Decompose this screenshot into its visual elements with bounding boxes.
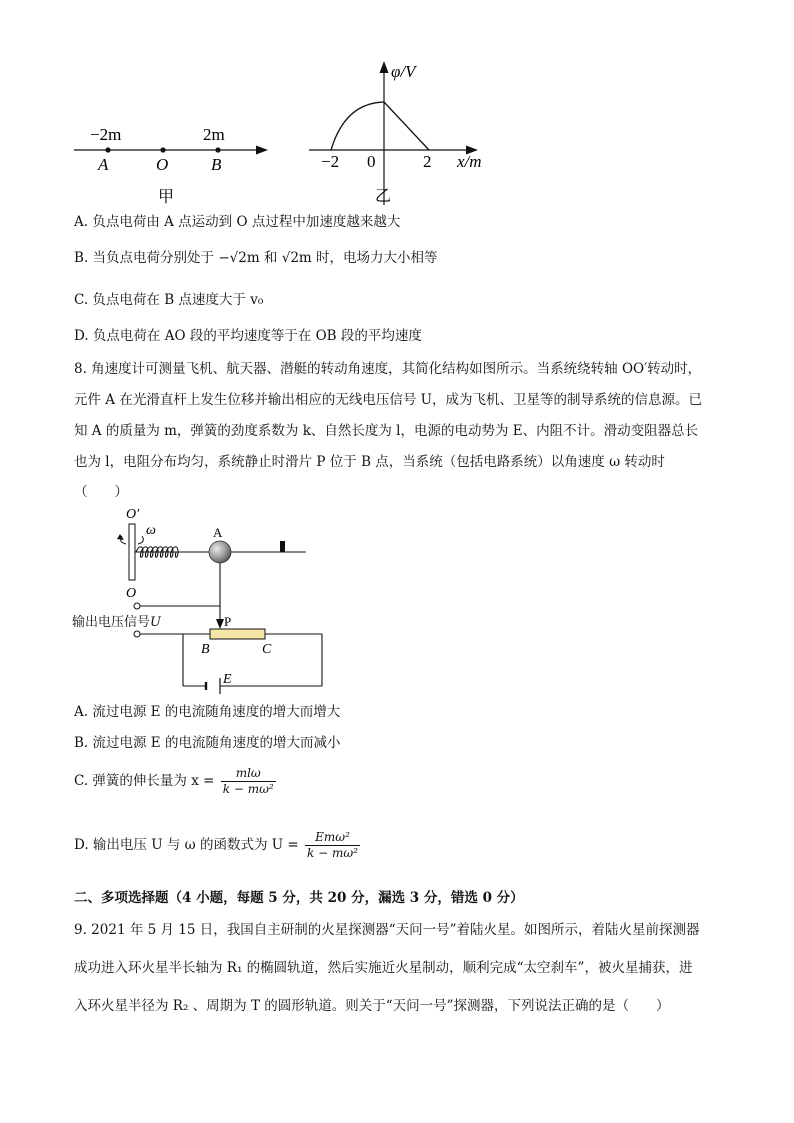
label-b: B — [201, 642, 210, 657]
figure-jia — [70, 120, 280, 210]
q8-line3: 知 A 的质量为 m，弹簧的劲度系数为 k、自然长度为 l，电源的电动势为 E、内阻不计。滑动变阻器总长 — [74, 423, 699, 439]
section-2-heading: 二、多项选择题（4 小题，每题 5 分，共 20 分，漏选 3 分，错选 0 分） — [74, 890, 524, 906]
q8-line5: （ ） — [74, 484, 128, 500]
output-voltage-label — [72, 611, 161, 630]
q9-line3: 入环火星半径为 R₂ 、周期为 T 的圆形轨道。则关于“天问一号”探测器，下列说法正确的是（ ） — [74, 998, 670, 1014]
jia-label-o: O — [156, 155, 169, 174]
jia-left-value: −2m — [90, 125, 122, 144]
yi-tick-neg: −2 — [321, 152, 340, 171]
label-omega: ω — [146, 523, 156, 538]
yi-caption: 乙 — [375, 188, 392, 205]
yi-tick-pos: 2 — [423, 152, 432, 171]
figure-yi — [305, 55, 500, 210]
rheostat — [210, 629, 265, 639]
output-voltage-text: 输出电压信号 — [72, 615, 151, 630]
label-e: E — [223, 672, 232, 687]
q8-option-d-denominator: k − mω² — [307, 846, 358, 860]
q8-option-c-denominator: k − mω² — [222, 782, 274, 796]
jia-label-b: B — [211, 155, 222, 174]
q9-line1: 9. 2021 年 5 月 15 日，我国自主研制的火星探测器“天问一号”着陆火星。如图所示，着陆火星前探测器 — [74, 922, 700, 938]
output-voltage-symbol: U — [150, 615, 161, 630]
q7-option-b-mid: 和 — [263, 250, 278, 266]
label-a: A — [213, 525, 223, 540]
q9-line2: 成功进入环火星半长轴为 R₁ 的椭圆轨道，然后实施近火星制动，顺利完成“太空刹车”，被火星捕获，进 — [74, 960, 693, 976]
q7-option-b-value2: √2m — [281, 250, 312, 266]
q8-line4: 也为 l，电阻分布均匀，系统静止时滑片 P 位于 B 点，当系统（包括电路系统）以角速度 ω 转动时 — [74, 454, 665, 470]
potential-curve — [331, 102, 384, 150]
yi-y-axis-label: φ/V — [391, 62, 416, 81]
q7-option-a: A. 负点电荷由 A 点运动到 O 点过程中加速度越来越大 — [74, 214, 401, 230]
q8-line2: 元件 A 在光滑直杆上发生位移并输出相应的无线电压信号 U，成为飞机、卫星等的制导系统的信息源。已 — [74, 392, 702, 408]
q8-option-b: B. 流过电源 E 的电流随角速度的增大而减小 — [74, 735, 341, 751]
label-c: C — [262, 642, 272, 657]
potential-line — [384, 102, 429, 150]
q8-option-d-numerator: Emω² — [305, 830, 360, 846]
q8-option-c-numerator: mlω — [221, 766, 276, 782]
label-o-prime: O′ — [126, 507, 140, 522]
q7-option-c: C. 负点电荷在 B 点速度大于 v₀ — [74, 292, 264, 308]
jia-right-value: 2m — [203, 125, 225, 144]
label-o: O — [126, 586, 137, 601]
yi-tick-zero: 0 — [367, 152, 376, 171]
q8-line1: 8. 角速度计可测量飞机、航天器、潜艇的转动角速度，其简化结构如图所示。当系统绕转轴 OO′转动时， — [74, 361, 702, 377]
angular-velocity-meter-figure — [70, 502, 330, 694]
q7-option-b — [74, 248, 438, 268]
q7-option-b-prefix: B. 当负点电荷分别处于 — [74, 250, 215, 266]
q8-option-d-prefix: D. 输出电压 U 与 ω 的函数式为 U = — [74, 837, 299, 853]
q7-option-b-value1: −√2m — [218, 250, 260, 266]
q8-option-c — [74, 766, 278, 797]
jia-label-a: A — [98, 155, 109, 174]
q7-option-b-suffix: 时，电场力大小相等 — [316, 250, 438, 266]
q8-option-d — [74, 830, 362, 861]
q8-option-d-fraction — [305, 830, 360, 861]
mass-a — [209, 541, 231, 563]
q8-option-c-prefix: C. 弹簧的伸长量为 x = — [74, 773, 215, 789]
q8-option-a: A. 流过电源 E 的电流随角速度的增大而增大 — [74, 704, 341, 720]
label-p: P — [224, 614, 232, 629]
q8-option-c-fraction — [221, 766, 276, 797]
jia-caption: 甲 — [158, 189, 175, 206]
q7-option-d: D. 负点电荷在 AO 段的平均速度等于在 OB 段的平均速度 — [74, 328, 422, 344]
yi-x-axis-label: x/m — [457, 152, 482, 171]
